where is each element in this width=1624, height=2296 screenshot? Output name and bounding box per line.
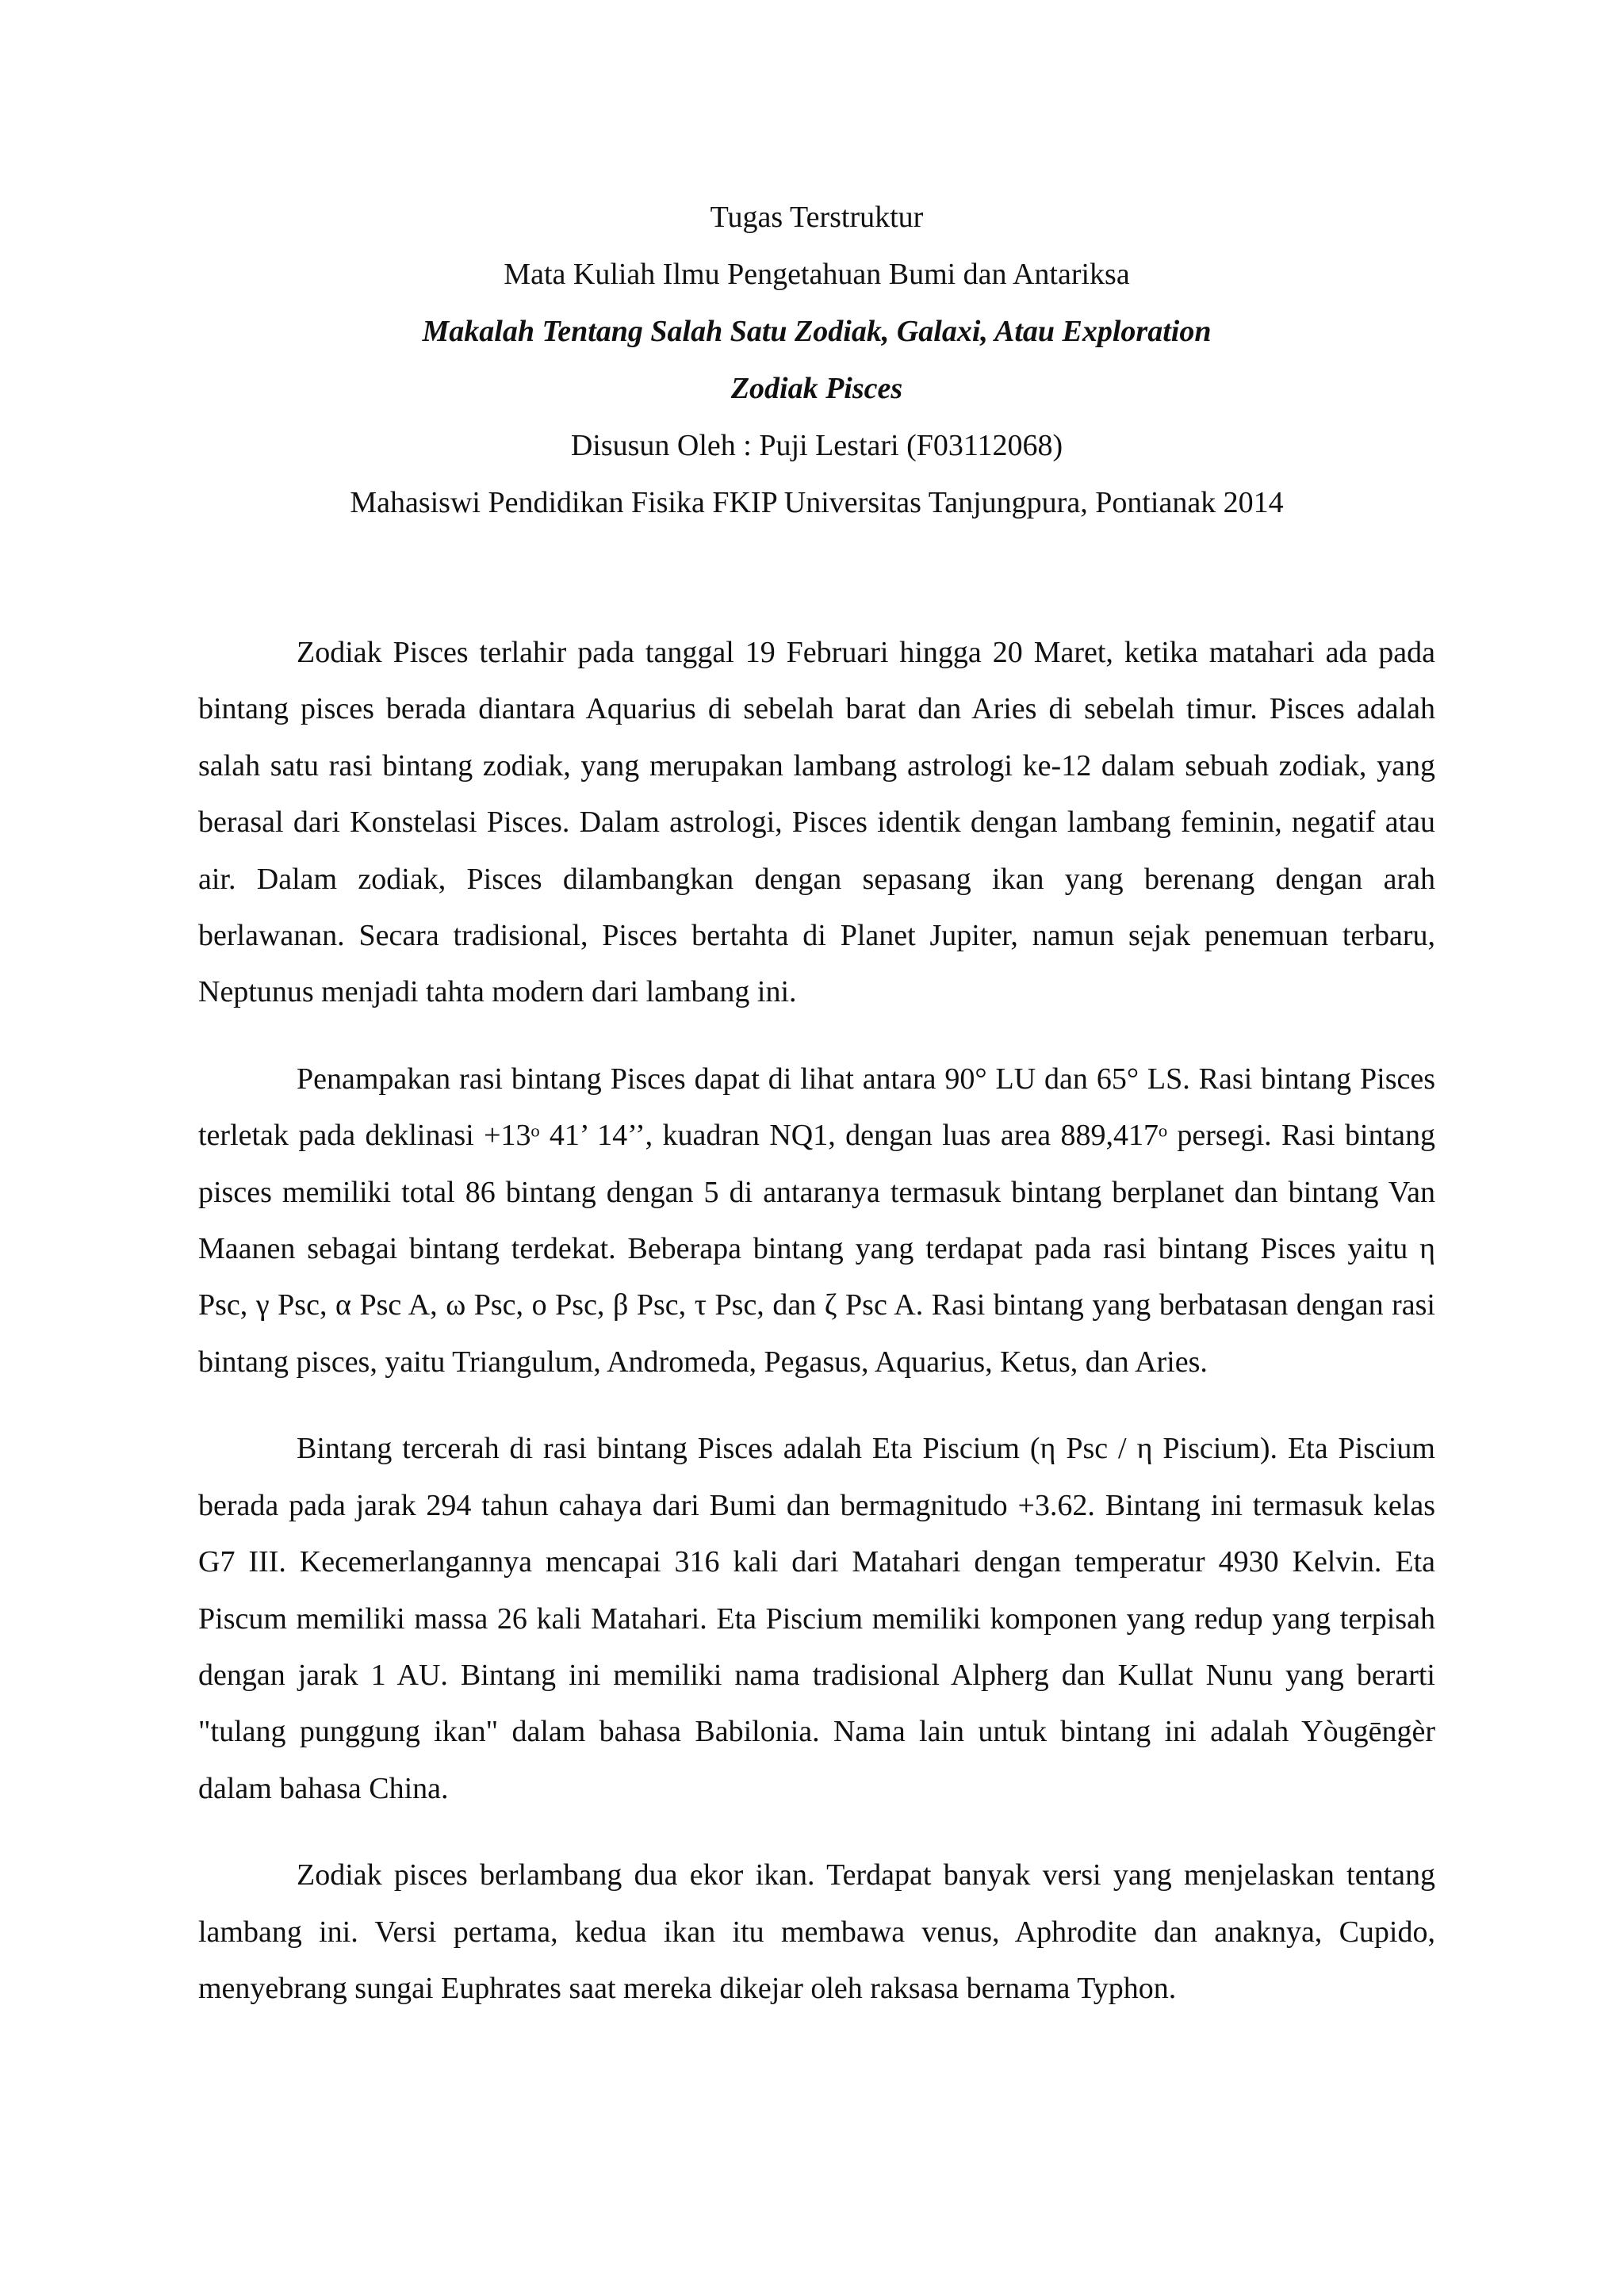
assignment-type: Tugas Terstruktur	[710, 201, 924, 234]
document-body	[198, 625, 1435, 2017]
paragraph-4: Zodiak pisces berlambang dua ekor ikan. Terdapat banyak versi yang menjelaskan tentang lambang ini. Versi pertama, kedua ikan itu membawa venus, Aphrodite dan anaknya, Cupido, menyebrang sungai Euphrates saat mereka dikejar oleh raksasa bernama Typhon.	[198, 1858, 1435, 2005]
document-header	[198, 189, 1435, 531]
paper-title: Makalah Tentang Salah Satu Zodiak, Galaxi, Atau Exploration	[422, 315, 1212, 348]
paragraph-2: Penampakan rasi bintang Pisces dapat di lihat antara 90° LU dan 65° LS. Rasi bintang Pisces terletak pada deklinasi +13ᵒ 41’ 14’’, kuadran NQ1, dengan luas area 889,417ᵒ persegi. Rasi bintang pisces memiliki total 86 bintang dengan 5 di antaranya termasuk bintang berplanet dan bintang Van Maanen sebagai bintang terdekat. Beberapa bintang yang terdapat pada rasi bintang Pisces yaitu η Psc, γ Psc, α Psc A, ω Psc, ο Psc, β Psc, τ Psc, dan ζ Psc A. Rasi bintang yang berbatasan dengan rasi bintang pisces, yaitu Triangulum, Andromeda, Pegasus, Aquarius, Ketus, dan Aries.	[198, 1062, 1435, 1379]
paragraph-1: Zodiak Pisces terlahir pada tanggal 19 Februari hingga 20 Maret, ketika matahari ada pada bintang pisces berada diantara Aquarius di sebelah barat dan Aries di sebelah timur. Pisces adalah salah satu rasi bintang zodiak, yang merupakan lambang astrologi ke-12 dalam sebuah zodiak, yang berasal dari Konstelasi Pisces. Dalam astrologi, Pisces identik dengan lambang feminin, negatif atau air. Dalam zodiak, Pisces dilambangkan dengan sepasang ikan yang berenang dengan arah berlawanan. Secara tradisional, Pisces bertahta di Planet Jupiter, namun sejak penemuan terbaru, Neptunus menjadi tahta modern dari lambang ini.	[198, 636, 1435, 1009]
course-name: Mata Kuliah Ilmu Pengetahuan Bumi dan Antariksa	[504, 258, 1130, 291]
affiliation-line: Mahasiswi Pendidikan Fisika FKIP Universitas Tanjungpura, Pontianak 2014	[350, 486, 1284, 519]
author-line: Disusun Oleh : Puji Lestari (F03112068)	[570, 429, 1063, 462]
paragraph-3: Bintang tercerah di rasi bintang Pisces adalah Eta Piscium (η Psc / η Piscium). Eta Piscium berada pada jarak 294 tahun cahaya dari Bumi dan bermagnitudo +3.62. Bintang ini termasuk kelas G7 III. Kecemerlangannya mencapai 316 kali dari Matahari dengan temperatur 4930 Kelvin. Eta Piscum memiliki massa 26 kali Matahari. Eta Piscium memiliki komponen yang redup yang terpisah dengan jarak 1 AU. Bintang ini memiliki nama tradisional Alpherg dan Kullat Nunu yang berarti "tulang punggung ikan" dalam bahasa Babilonia. Nama lain untuk bintang ini adalah Yòugēngèr dalam bahasa China.	[198, 1432, 1435, 1805]
paper-subtitle: Zodiak Pisces	[730, 372, 903, 405]
